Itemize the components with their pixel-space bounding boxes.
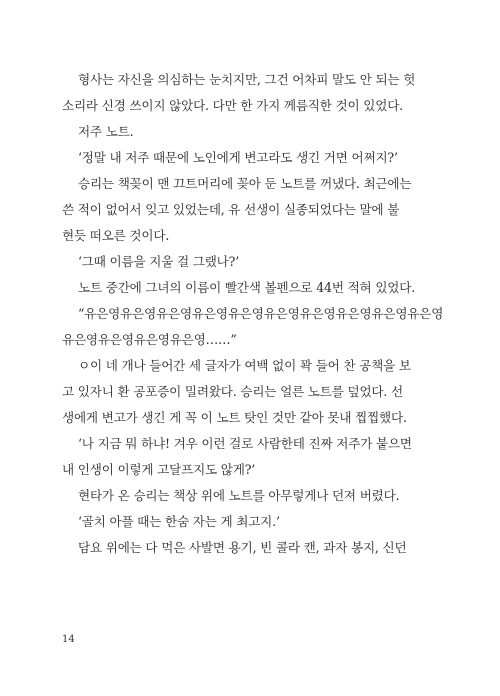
text-line: 소리라 신경 쓰이지 않았다. 다만 한 가지 께름직한 것이 있었다.	[62, 98, 403, 113]
text-line: 형사는 자신을 의심하는 눈치지만, 그건 어차피 말도 안 되는 헛	[78, 72, 416, 87]
text-line: 현듯 떠오른 것이다.	[62, 228, 170, 243]
text-line: 현타가 온 승리는 책상 위에 노트를 아무렇게나 던져 버렸다.	[78, 488, 400, 503]
text-line: 내 인생이 이렇게 고달프지도 않게?’	[62, 462, 256, 477]
text-line: 생에게 변고가 생긴 게 꼭 이 노트 탓인 것만 같아 못내 찝찝했다.	[62, 410, 407, 425]
text-line: 고 있자니 환 공포증이 밀려왔다. 승리는 얼른 노트를 덮었다. 선	[62, 384, 403, 399]
text-line: ‘나 지금 뭐 하냐! 겨우 이런 걸로 사람한테 진짜 저주가 붙으면	[78, 436, 412, 451]
text-line: 유은영유은영유은영유은영……”	[62, 332, 237, 347]
page-number: 14	[62, 634, 75, 645]
text-line: 승리는 책꽂이 맨 끄트머리에 꽂아 둔 노트를 꺼냈다. 최근에는	[78, 176, 412, 191]
text-line: 저주 노트.	[78, 124, 134, 139]
text-line: 담요 위에는 다 먹은 사발면 용기, 빈 콜라 캔, 과자 봉지, 신던	[78, 540, 407, 555]
text-line: ‘정말 내 저주 때문에 노인에게 변고라도 생긴 거면 어쩌지?’	[78, 150, 398, 165]
text-line: “유은영유은영유은영유은영유은영유은영유은영유은영유은영유은영	[78, 306, 444, 321]
text-line: ‘그때 이름을 지울 걸 그랬나?’	[78, 254, 239, 269]
text-line: ‘골치 아플 때는 한숨 자는 게 최고지.’	[78, 514, 280, 529]
text-line: ㅇ이 네 개나 들어간 세 글자가 여백 없이 꽉 들어 찬 공책을 보	[78, 358, 411, 373]
text-line: 노트 중간에 그녀의 이름이 빨간색 볼펜으로 44번 적혀 있었다.	[78, 280, 416, 295]
text-line: 쓴 적이 없어서 잊고 있었는데, 유 선생이 실종되었다는 말에 불	[62, 202, 400, 217]
